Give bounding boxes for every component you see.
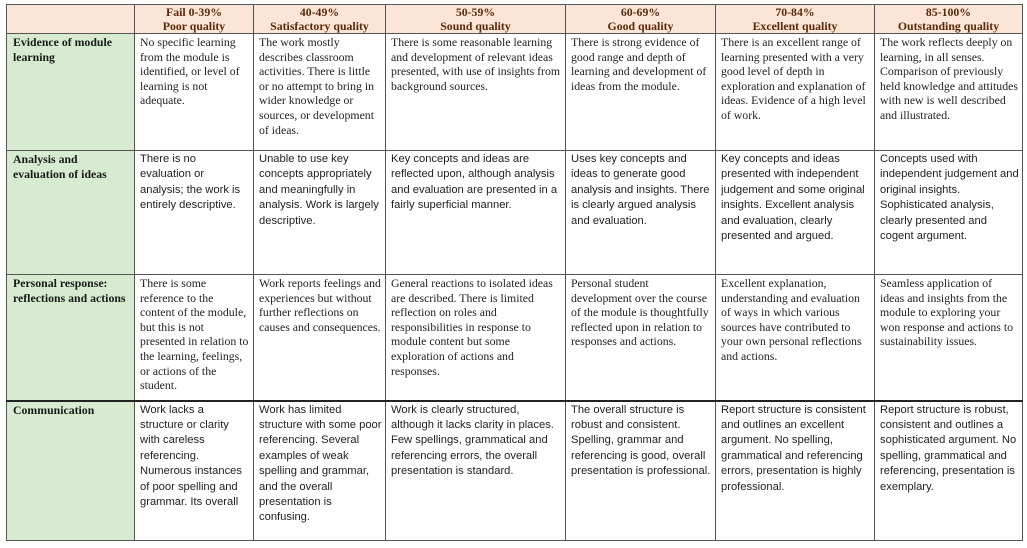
descriptor-cell: The work mostly describes classroom activities. There is little or no attempt to bring in wider knowledge or sources, or development of ideas. [254, 34, 386, 151]
band-header-40-49 [254, 5, 386, 34]
band-quality: Satisfactory quality [270, 18, 369, 33]
descriptor-cell: Work has limited structure with some poor referencing. Several examples of weak spelling and grammar, and the overall presentation is confusing. [254, 401, 386, 541]
descriptor-cell: Report structure is consistent and outlines an excellent argument. No spelling, grammatical and referencing errors, presentation is highly professional. [716, 401, 875, 541]
band-quality: Excellent quality [752, 18, 838, 33]
criterion-row-communication [7, 401, 1023, 541]
band-header-70-84 [716, 5, 875, 34]
band-range: 50-59% [455, 5, 496, 19]
band-header-60-69 [566, 5, 716, 34]
band-quality: Outstanding quality [897, 18, 1000, 33]
descriptor-cell: Key concepts and ideas are reflected upon, although analysis and evaluation are presented in a fairly superficial manner. [386, 151, 566, 275]
band-header-85-100 [875, 5, 1023, 34]
descriptor-cell: There is some reference to the content of the module, but this is not presented in relation to the learning, feelings, or actions of the student. [135, 275, 254, 401]
criterion-label: Personal response: reflections and actions [7, 275, 135, 401]
criterion-row-analysis [7, 151, 1023, 275]
band-quality: Good quality [607, 18, 674, 33]
descriptor-cell: Concepts used with independent judgement and original insights. Sophisticated analysis, clearly presented and cogent argument. [875, 151, 1023, 275]
header-corner [7, 5, 135, 34]
descriptor-cell: Uses key concepts and ideas to generate good analysis and insights. There is clearly argued analysis and evaluation. [566, 151, 716, 275]
descriptor-cell: Work lacks a structure or clarity with careless referencing. Numerous instances of poor spelling and grammar. Its overall [135, 401, 254, 541]
descriptor-cell: There is strong evidence of good range and depth of learning and development of ideas from the module. [566, 34, 716, 151]
criterion-label: Communication [7, 401, 135, 541]
descriptor-cell: Unable to use key concepts appropriately and meaningfully in analysis. Work is largely descriptive. [254, 151, 386, 275]
band-quality: Sound quality [440, 18, 511, 33]
header-row [7, 5, 1023, 34]
descriptor-cell: Report structure is robust, consistent and outlines a sophisticated argument. No spelling, grammatical and referencing, presentation is exemplary. [875, 401, 1023, 541]
criterion-row-evidence [7, 34, 1023, 151]
descriptor-cell: There is no evaluation or analysis; the work is entirely descriptive. [135, 151, 254, 275]
descriptor-cell: The overall structure is robust and consistent. Spelling, grammar and referencing is good, overall presentation is professional. [566, 401, 716, 541]
band-range: 70-84% [775, 5, 815, 19]
descriptor-cell: Excellent explanation, understanding and evaluation of ways in which various sources have contributed to your own personal reflections and actions. [716, 275, 875, 401]
descriptor-cell: Work is clearly structured, although it lacks clarity in places. Few spellings, grammatical and referencing errors, the overall presentation is standard. [386, 401, 566, 541]
criterion-row-personal-response [7, 275, 1023, 401]
band-range: 85-100% [925, 5, 972, 19]
criterion-label: Analysis and evaluation of ideas [7, 151, 135, 275]
descriptor-cell: No specific learning from the module is identified, or level of learning is not adequate. [135, 34, 254, 151]
marking-rubric-table [6, 4, 1023, 541]
band-header-50-59 [386, 5, 566, 34]
descriptor-cell: Seamless application of ideas and insights from the module to exploring your won response and actions to sustainability issues. [875, 275, 1023, 401]
descriptor-cell: There is an excellent range of learning presented with a very good level of depth in exploration and explanation of ideas. Evidence of a high level of work. [716, 34, 875, 151]
descriptor-cell: The work reflects deeply on learning, in all senses. Comparison of previously held knowledge and attitudes with new is well described and illustrated. [875, 34, 1023, 151]
band-range: 60-69% [620, 5, 661, 19]
descriptor-cell: Key concepts and ideas presented with independent judgement and some original insights. Excellent analysis and evaluation, clearly presented and argued. [716, 151, 875, 275]
criterion-label: Evidence of module learning [7, 34, 135, 151]
band-quality: Poor quality [162, 18, 226, 33]
descriptor-cell: There is some reasonable learning and development of relevant ideas presented, with use of insights from background sources. [386, 34, 566, 151]
descriptor-cell: General reactions to isolated ideas are described. There is limited reflection on roles and responsibilities in response to module content but some exploration of actions and responses. [386, 275, 566, 401]
band-range: Fail 0-39% [165, 5, 223, 19]
band-header-fail [135, 5, 254, 34]
descriptor-cell: Personal student development over the course of the module is thoughtfully reflected upon in relation to responses and actions. [566, 275, 716, 401]
descriptor-cell: Work reports feelings and experiences but without further reflections on causes and consequences. [254, 275, 386, 401]
band-range: 40-49% [299, 5, 340, 19]
